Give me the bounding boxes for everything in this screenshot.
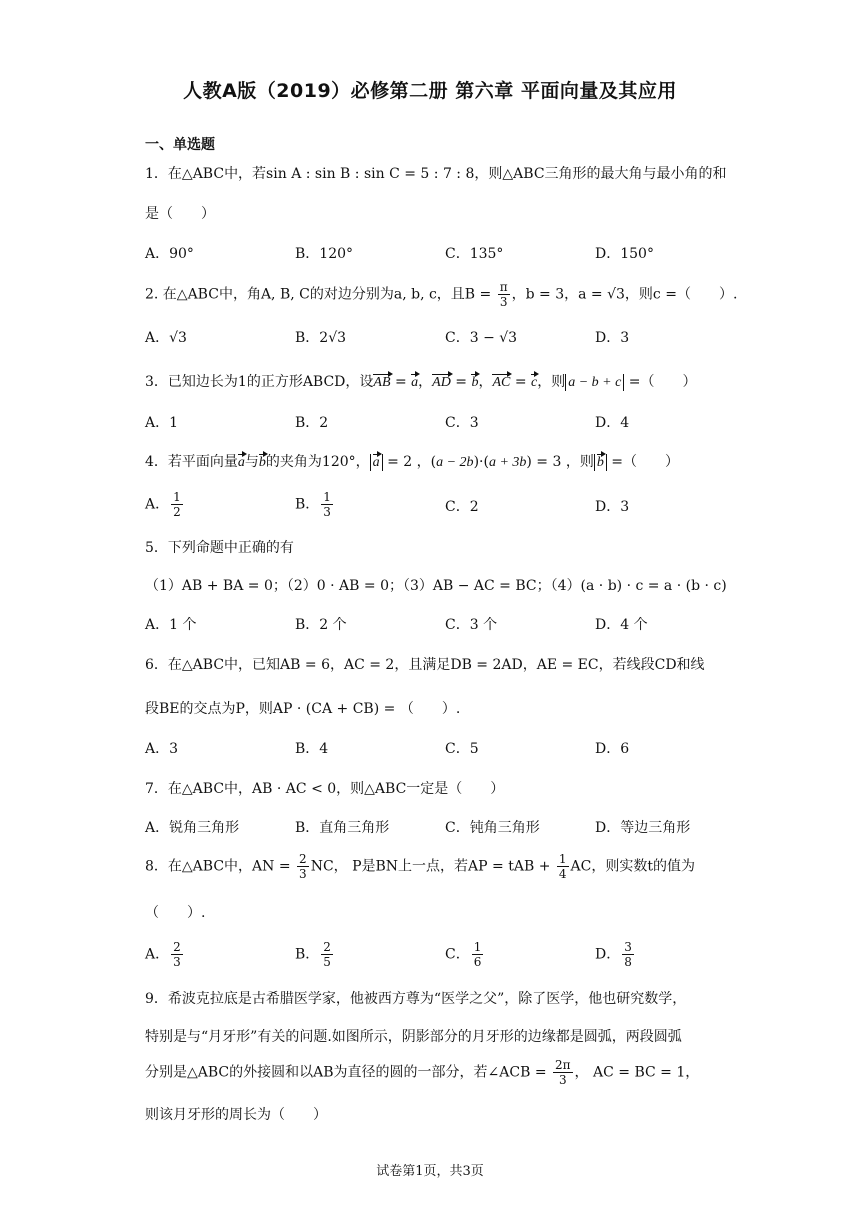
question-1-stem-cont: 是（ ） [145,206,215,222]
q3-option-b[interactable]: B．2 [295,415,329,431]
question-9-line-2: 特别是与“月牙形”有关的问题.如图所示，阴影部分的月牙形的边缘都是圆弧，两段圆弧 [145,1029,682,1045]
q6-option-b[interactable]: B．4 [295,741,329,757]
question-9-line-1: 9．希波克拉底是古希腊医学家，他被西方尊为“医学之父”，除了医学，他也研究数学， [145,991,687,1007]
q2-option-d[interactable]: D．3 [595,330,630,346]
q8-option-b[interactable]: B． $\frac{2}{5}$ [295,940,331,969]
q6-option-d[interactable]: D．6 [595,741,630,757]
q5-option-d[interactable]: D．4 个 [595,617,648,633]
q6-option-c[interactable]: C．5 [445,741,479,757]
q1-option-a[interactable]: A．90° [145,246,194,262]
q8-option-c[interactable]: C． $\frac{1}{6}$ [445,940,482,969]
question-4-stem: 4．若平面向量a与b的夹角为120°， a = 2 ，(a − 2b)·(a + 3b) = 3 ，则 b =（ ） [145,454,680,470]
q1-option-c[interactable]: C．135° [445,246,504,262]
q1-option-b[interactable]: B．120° [295,246,354,262]
question-6-stem: 6．在△ABC中，已知AB = 6，AC = 2，且满足DB = 2AD，AE = EC，若线段CD和线 [145,657,705,673]
q2-option-c[interactable]: C．3 − √3 [445,330,518,346]
q8-option-d[interactable]: D． $\frac{3}{8}$ [595,940,632,969]
q3-option-a[interactable]: A．1 [145,415,179,431]
q7-option-a[interactable]: A．锐角三角形 [145,820,240,836]
question-1-stem: 1．在△ABC中，若sin A : sin B : sin C = 5 : 7 : 8，则△ABC三角形的最大角与最小角的和 [145,166,727,182]
question-9-line-3: 分别是△ABC的外接圆和以AB为直径的圆的一部分，若∠ACB = $\frac{2\pi}{3}$ ， AC = BC = 1， [145,1058,700,1087]
q3-option-c[interactable]: C．3 [445,415,479,431]
q2-option-a[interactable]: A．√3 [145,330,187,346]
q4-option-c[interactable]: C．2 [445,499,479,515]
question-3-stem: 3．已知边长为1的正方形ABCD，设AB = a，AD = b，AC = c，则 a − b + c =（ ） [145,374,697,390]
q7-option-b[interactable]: B．直角三角形 [295,820,390,836]
question-6-stem-cont: 段BE的交点为P，则AP · (CA + CB) = （ ）. [145,701,461,717]
question-7-stem: 7．在△ABC中，AB · AC < 0，则△ABC一定是（ ） [145,781,505,797]
question-8-stem-cont: （ ）. [145,905,206,921]
page-title: 人教A版（2019）必修第二册 第六章 平面向量及其应用 [183,80,677,102]
question-9-line-4: 则该月牙形的周长为（ ） [145,1107,327,1123]
q5-option-a[interactable]: A．1 个 [145,617,197,633]
q8-option-a[interactable]: A． $\frac{2}{3}$ [145,940,181,969]
q3-option-d[interactable]: D．4 [595,415,630,431]
q7-option-c[interactable]: C．钝角三角形 [445,820,540,836]
page-footer: 试卷第1页，共3页 [376,1164,484,1179]
q7-option-d[interactable]: D．等边三角形 [595,820,691,836]
q6-option-a[interactable]: A．3 [145,741,179,757]
q4-option-a[interactable]: A． $\frac{1}{2}$ [145,490,181,519]
section-heading: 一、单选题 [145,137,215,153]
question-5-items: （1）AB + BA = 0；（2）0 · AB = 0；（3）AB − AC = BC；（4）(a · b) · c = a · (b · c) [145,578,727,594]
question-5-stem: 5．下列命题中正确的有 [145,540,294,556]
q5-option-c[interactable]: C．3 个 [445,617,498,633]
q5-option-b[interactable]: B．2 个 [295,617,347,633]
question-8-stem: 8．在△ABC中，AN = $\frac{2}{3}$ NC， P是BN上一点，若AP = tAB + $\frac{1}{4}$ AC，则实数t的值为 [145,852,695,881]
q2-option-b[interactable]: B．2√3 [295,330,347,346]
q1-option-d[interactable]: D．150° [595,246,654,262]
q4-option-b[interactable]: B． $\frac{1}{3}$ [295,490,331,519]
q4-option-d[interactable]: D．3 [595,499,630,515]
question-2-stem: 2. 在△ABC中，角A, B, C的对边分别为a, b, c，且B = $\frac{\pi}{3}$ ，b = 3，a = √3，则c =（ ）. [145,280,738,309]
